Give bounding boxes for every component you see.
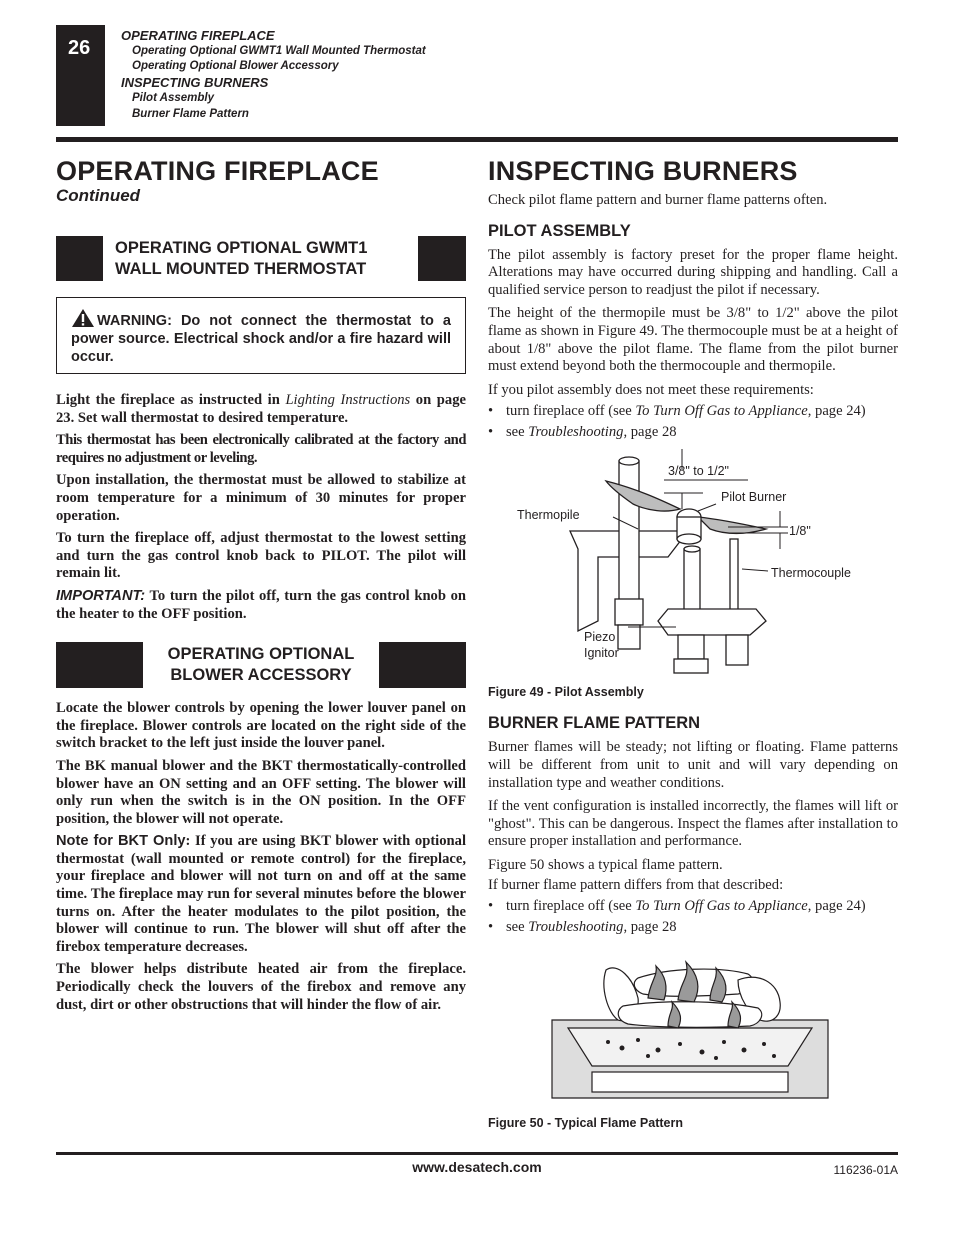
list-item — [488, 917, 898, 938]
flame-pattern-figure — [488, 958, 898, 1108]
dimension-label: 1/8" — [789, 524, 811, 539]
text: see — [506, 424, 529, 441]
thermopile-rod — [619, 461, 639, 611]
paragraph — [56, 392, 466, 427]
reference: Troubleshooting — [528, 424, 624, 441]
thermostat-heading-bar — [56, 236, 466, 281]
toc-entry: Burner Flame Pattern — [132, 107, 249, 120]
pilot-flame-right — [698, 517, 766, 534]
paragraph: Burner flames will be steady; not lifting or floating. Flame patterns will be different from unit to unit and will vary depending on installation type and weather conditions. — [488, 739, 898, 791]
footer-rule — [56, 1152, 898, 1155]
thermopile-label: Thermopile — [517, 508, 580, 523]
heading-bar-block — [418, 236, 466, 281]
warning-triangle-icon — [71, 308, 95, 328]
flame-bullets — [488, 896, 898, 938]
paragraph: The blower helps distribute heated air from the fireplace. Periodically check the louvers of the firebox and remove any dust, dirt or other obstructions that will hinder the flow of air. — [56, 961, 466, 1013]
text: see — [506, 919, 529, 936]
toc-entry: Pilot Assembly — [132, 91, 215, 104]
figure-caption: Figure 49 - Pilot Assembly — [488, 685, 644, 700]
heading-bar-block — [56, 642, 143, 688]
thermocouple-rod — [730, 539, 738, 614]
paragraph: If the vent configuration is installed incorrectly, the flames will lift or "ghost". This can be dangerous. Inspect the flames after installation to ensure proper installation and performance. — [488, 798, 898, 850]
figure-caption: Figure 50 - Typical Flame Pattern — [488, 1116, 683, 1131]
warning-text: Do not connect the thermostat to a power source. Electrical shock and/or a fire hazard will occur. — [71, 313, 451, 365]
list-item — [488, 401, 898, 422]
intro-paragraph: Check pilot flame pattern and burner flame patterns often. — [488, 192, 828, 208]
list-item — [488, 896, 898, 917]
paragraph: This thermostat has been electronically calibrated at the factory and requires no adjustment or leveling. — [56, 432, 466, 466]
section-title-operating-fireplace: OPERATING FIREPLACE — [56, 156, 379, 186]
reference: To Turn Off Gas to Appliance — [635, 898, 808, 915]
text: on page 23. Set wall thermostat to desired temperature. — [56, 392, 466, 426]
important-label: IMPORTANT: — [56, 587, 146, 604]
text: turn fireplace off (see — [506, 898, 636, 915]
warning-box — [56, 297, 466, 374]
heading-bar-block — [379, 642, 466, 688]
paragraph: Locate the blower controls by opening the lower louver panel on the fireplace. Blower controls are located on the right side of the switch bracket to the left just inside the louver panel. — [56, 700, 466, 752]
continued-label: Continued — [56, 186, 141, 205]
text: , page 28 — [623, 424, 677, 441]
heading-line: OPERATING OPTIONAL — [167, 645, 355, 664]
thermostat-heading — [103, 238, 418, 280]
text: , page 28 — [623, 919, 677, 936]
right-column — [488, 150, 898, 1130]
blower-heading-bar — [56, 642, 466, 688]
text: , page 24) — [807, 403, 866, 420]
heading-line: BLOWER ACCESSORY — [170, 666, 352, 685]
toc-entry: Operating Optional GWMT1 Wall Mounted Thermostat — [132, 44, 426, 57]
heading-line: OPERATING OPTIONAL GWMT1 — [115, 238, 368, 257]
heading-bar-block — [56, 236, 103, 281]
paragraph: Upon installation, the thermostat must be allowed to stabilize at room temperature for a minimum of 30 minutes for proper operation. — [56, 472, 466, 524]
paragraph: The height of the thermopile must be 3/8" to 1/2" above the pilot flame as shown in Figure 49. The thermocouple must be at a height of about 1/8" above the pilot flame. The flame from the pilot burner must extend beyond both the thermocouple and thermopile. — [488, 305, 898, 375]
piezo-label: Piezo — [584, 630, 616, 645]
paragraph: The BK manual blower and the BKT thermostatically-controlled blower have an ON setting and an OFF setting. The blower will only run when the switch is in the ON position. In the OFF position, the blower will not operate. — [56, 757, 466, 827]
paragraph: The pilot assembly is factory preset for the proper flame height. Alterations may have occurred during shipping and handling. Call a qualified service person to readjust the pilot if necessary. — [488, 246, 898, 298]
page-number-block — [56, 25, 105, 126]
toc-entry: INSPECTING BURNERS — [121, 75, 269, 91]
reference: To Turn Off Gas to Appliance — [635, 403, 808, 420]
paragraph — [56, 833, 466, 956]
blower-heading — [143, 644, 379, 686]
toc-entry: OPERATING FIREPLACE — [121, 28, 275, 43]
pilot-burner-label: Pilot Burner — [721, 490, 787, 505]
text: Light the fireplace as instructed in — [56, 392, 286, 408]
thermocouple-label: Thermocouple — [771, 566, 851, 581]
pilot-assembly-figure — [488, 449, 898, 689]
section-title-inspecting-burners: INSPECTING BURNERS — [488, 156, 798, 186]
list-item — [488, 422, 898, 443]
pilot-assembly-heading: PILOT ASSEMBLY — [488, 221, 631, 240]
note-label: Note for BKT Only — [56, 833, 186, 850]
reference: Lighting Instructions — [285, 392, 411, 408]
warning-label: WARNING: — [97, 313, 172, 329]
paragraph: If burner flame pattern differs from that described: — [488, 876, 784, 893]
pilot-bullets — [488, 401, 898, 443]
burner-flame-heading: BURNER FLAME PATTERN — [488, 714, 701, 733]
footer-url: www.desatech.com — [412, 1159, 542, 1175]
footer-document-code: 116236-01A — [833, 1163, 898, 1177]
paragraph — [56, 588, 466, 623]
text: : If you are using BKT blower with optional thermostat (wall mounted or remote control) for the fireplace, your fireplace and blower will not turn on and off at the same time. The fireplace may run for several minutes before the blower turns on. After the heater modulates to the pilot position, the blower will continue to run. The blower will shut off after the firebox temperature decreases. — [56, 833, 466, 955]
dimension-label: 3/8" to 1/2" — [668, 464, 729, 479]
reference: Troubleshooting — [528, 919, 624, 936]
paragraph: To turn the fireplace off, adjust thermostat to the lowest setting and turn the gas control knob back to PILOT. The pilot will remain lit. — [56, 530, 466, 582]
base-plate — [658, 609, 766, 635]
toc-entry: Operating Optional Blower Accessory — [132, 60, 339, 73]
header-toc — [121, 28, 426, 122]
text: turn fireplace off (see — [506, 403, 636, 420]
text: To turn the pilot off, turn the gas control knob on the heater to the OFF position. — [56, 587, 466, 622]
paragraph: Figure 50 shows a typical flame pattern. — [488, 856, 723, 873]
header-rule — [56, 137, 898, 142]
paragraph: If you pilot assembly does not meet these requirements: — [488, 381, 814, 398]
heading-line: WALL MOUNTED THERMOSTAT — [115, 259, 367, 278]
text: , page 24) — [807, 898, 866, 915]
left-column — [56, 150, 466, 1019]
pilot-flame-left — [606, 481, 680, 511]
ignitor-label: Ignitor — [584, 646, 619, 661]
page-number: 26 — [68, 37, 91, 59]
